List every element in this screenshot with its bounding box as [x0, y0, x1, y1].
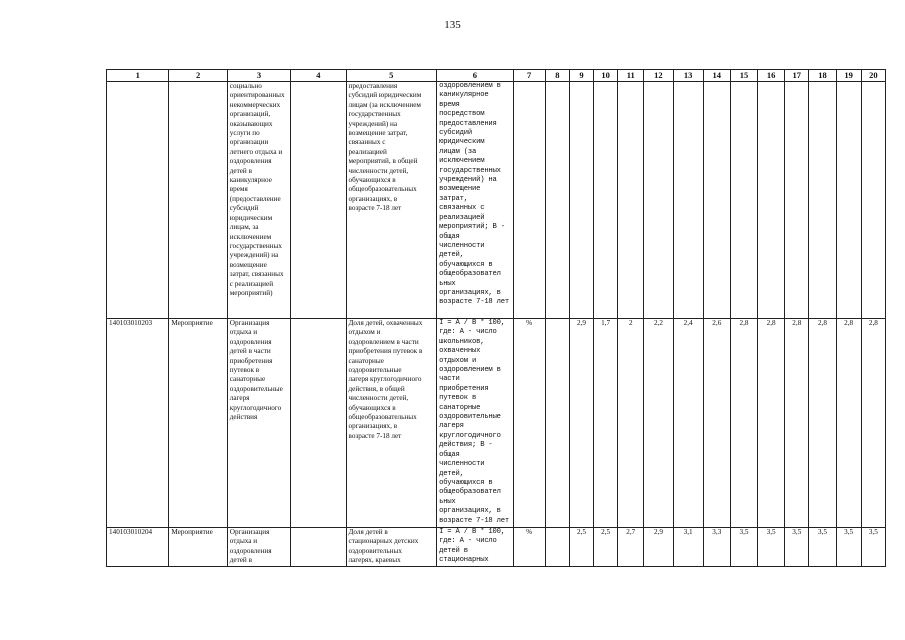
row-value	[703, 82, 730, 319]
row-value: 3,5	[861, 528, 885, 567]
row-value: 2,4	[673, 319, 703, 528]
row-value: 2,5	[594, 528, 618, 567]
column-header: 16	[758, 70, 785, 82]
column-header: 11	[618, 70, 644, 82]
table-row	[107, 319, 886, 528]
column-header: 8	[545, 70, 569, 82]
row-value: 3,5	[758, 528, 785, 567]
table-row	[107, 82, 886, 319]
row-value: 2,7	[618, 528, 644, 567]
row-value: 2,8	[785, 319, 809, 528]
row-value	[861, 82, 885, 319]
row-type: Мероприятие	[169, 319, 227, 528]
row-code	[107, 82, 169, 319]
row-value: 2,5	[569, 528, 593, 567]
row-formula: I = A / B * 100, где: А - число школьников, охваченных отдыхом и оздоровлением в части приобретения путевок в санаторные оздоровительные лагеря круглогодичного действия; В - общая численности детей, обучающихся в общеобразовател ьных организациях, в возрасте 7-18 лет	[437, 319, 513, 528]
indicators-table	[106, 69, 886, 567]
row-value	[836, 82, 861, 319]
row-value	[644, 82, 673, 319]
row-value	[673, 82, 703, 319]
row-value: 1,7	[594, 319, 618, 528]
column-header: 7	[513, 70, 545, 82]
row-value: 2,6	[703, 319, 730, 528]
row-value: 2,9	[644, 528, 673, 567]
row-type: Мероприятие	[169, 528, 227, 567]
row-value: 3,3	[703, 528, 730, 567]
row-col4	[291, 82, 346, 319]
row-code: 140103010204	[107, 528, 169, 567]
row-value	[569, 82, 593, 319]
column-header: 13	[673, 70, 703, 82]
column-header: 14	[703, 70, 730, 82]
table-row	[107, 528, 886, 567]
column-header: 20	[861, 70, 885, 82]
row-value: 2,8	[809, 319, 836, 528]
row-value: 3,5	[730, 528, 757, 567]
row-value: 2,8	[758, 319, 785, 528]
row-unit: %	[513, 528, 545, 567]
row-value: 2,8	[861, 319, 885, 528]
row-value	[545, 319, 569, 528]
column-header: 2	[169, 70, 227, 82]
row-col4	[291, 319, 346, 528]
row-value	[758, 82, 785, 319]
column-number-row	[107, 70, 886, 82]
column-header: 10	[594, 70, 618, 82]
column-header: 5	[346, 70, 437, 82]
row-value: 2,8	[730, 319, 757, 528]
row-value	[730, 82, 757, 319]
row-indicator: предоставления субсидий юридическим лицам (за исключением государственных учреждений) на возмещение затрат, связанных с реализацией мероприятий, в общей численности детей, обучающихся в общеобразовательных организациях, в возрасте 7-18 лет	[346, 82, 437, 319]
row-value	[545, 528, 569, 567]
row-indicator: Доля детей в стационарных детских оздоровительных лагерях, краевых	[346, 528, 437, 567]
row-indicator: Доля детей, охваченных отдыхом и оздоровлением в части приобретения путевок в санаторные оздоровительные лагеря круглогодичного действия, в общей численности детей, обучающихся в общеобразовательных организациях, в возрасте 7-18 лет	[346, 319, 437, 528]
row-value	[809, 82, 836, 319]
row-value: 2,2	[644, 319, 673, 528]
column-header: 1	[107, 70, 169, 82]
column-header: 3	[227, 70, 290, 82]
row-formula: I = A / B * 100, где: А - число детей в стационарных	[437, 528, 513, 567]
row-formula: оздоровлением в каникулярное время посредством предоставления субсидий юридическим лицам (за исключением государственных учреждений) на возмещение затрат, связанных с реализацией мероприятий; В - общая численности детей, обучающихся в общеобразовател ьных организациях, в возрасте 7-18 лет	[437, 82, 513, 319]
row-name: Организация отдыха и оздоровления детей в	[227, 528, 290, 567]
row-value	[594, 82, 618, 319]
row-value: 3,5	[809, 528, 836, 567]
page-number: 135	[444, 19, 461, 31]
row-type	[169, 82, 227, 319]
column-header: 18	[809, 70, 836, 82]
row-col4	[291, 528, 346, 567]
row-value	[618, 82, 644, 319]
column-header: 19	[836, 70, 861, 82]
column-header: 9	[569, 70, 593, 82]
row-name: Организация отдыха и оздоровления детей в части приобретения путевок в санаторные оздоровительные лагеря круглогодичного действия	[227, 319, 290, 528]
row-value: 2,8	[836, 319, 861, 528]
row-value: 3,5	[836, 528, 861, 567]
column-header: 6	[437, 70, 513, 82]
row-value: 3,1	[673, 528, 703, 567]
column-header: 17	[785, 70, 809, 82]
row-unit: %	[513, 319, 545, 528]
row-value: 3,5	[785, 528, 809, 567]
row-value	[785, 82, 809, 319]
row-value: 2,9	[569, 319, 593, 528]
column-header: 12	[644, 70, 673, 82]
row-name: социально ориентированных некоммерческих организаций, оказывающих услуги по организации летнего отдыха и оздоровления детей в каникулярное время (предоставление субсидий юридическим лицам, за исключением государственных учреждений) на возмещение затрат, связанных с реализацией мероприятий)	[227, 82, 290, 319]
column-header: 15	[730, 70, 757, 82]
column-header: 4	[291, 70, 346, 82]
row-value	[545, 82, 569, 319]
row-value: 2	[618, 319, 644, 528]
row-code: 140103010203	[107, 319, 169, 528]
row-unit	[513, 82, 545, 319]
